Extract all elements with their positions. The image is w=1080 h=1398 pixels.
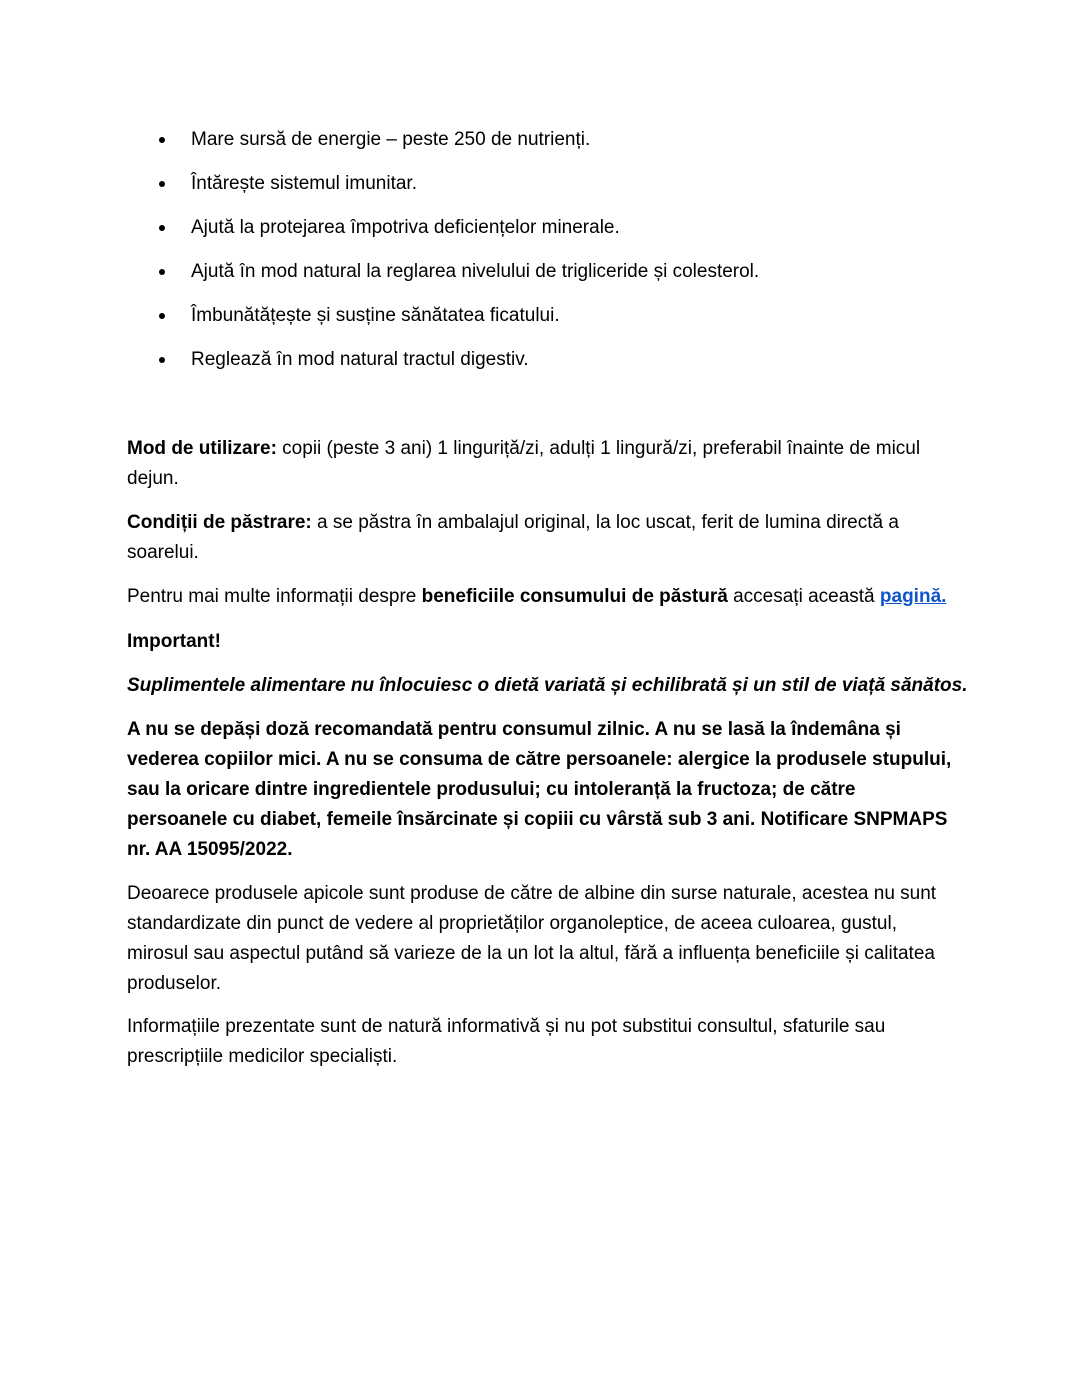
list-item-text: Mare sursă de energie – peste 250 de nutrienți. bbox=[191, 129, 591, 150]
list-item-text: Ajută la protejarea împotriva deficiențelor minerale. bbox=[191, 217, 620, 238]
usage-text: copii (peste 3 ani) 1 linguriță/zi, adulți 1 lingură/zi, preferabil înainte de micul dejun. bbox=[127, 438, 921, 489]
storage-label: Condiții de păstrare: bbox=[127, 512, 312, 533]
warning-paragraph: A nu se depăși doză recomandată pentru consumul zilnic. A nu se lasă la îndemâna și vederea copiilor mici. A nu se consuma de către persoanele: alergice la produsele stupului, sau la oricare dintre ingredientele produsului; cu intoleranță la fructoza; de către persoanele cu diabet, femeile însărcinate și copiii cu vârstă sub 3 ani. Notificare SNPMAPS nr. AA 15095/2022. bbox=[127, 719, 952, 860]
list-item bbox=[0, 124, 1080, 168]
disclaimer-paragraph: Informațiile prezentate sunt de natură informativă și nu pot substitui consultul, sfaturile sau prescripțiile medicilor specialiști. bbox=[127, 1016, 886, 1067]
usage-paragraph bbox=[127, 434, 957, 494]
list-item-text: Îmbunătățește și susține sănătatea ficatului. bbox=[191, 305, 560, 326]
list-item-text: Ajută în mod natural la reglarea nivelului de trigliceride și colesterol. bbox=[191, 261, 760, 282]
bullet-icon bbox=[159, 313, 165, 319]
important-heading: Important! bbox=[127, 631, 221, 652]
bullet-icon bbox=[159, 137, 165, 143]
list-item bbox=[0, 168, 1080, 212]
more-info-prefix: Pentru mai multe informații despre bbox=[127, 586, 422, 607]
bullet-icon bbox=[159, 225, 165, 231]
bullet-icon bbox=[159, 357, 165, 363]
more-info-middle: accesați această bbox=[727, 586, 880, 607]
page-link[interactable]: pagină. bbox=[879, 586, 947, 607]
more-info-bold: beneficiile consumului de păstură bbox=[421, 586, 728, 607]
usage-label: Mod de utilizare: bbox=[127, 438, 277, 459]
more-info-paragraph bbox=[127, 582, 957, 612]
list-item-text: Reglează în mod natural tractul digestiv. bbox=[191, 349, 529, 370]
supplement-note: Suplimentele alimentare nu înlocuiesc o dietă variată și echilibrată și un stil de viață sănătos. bbox=[127, 675, 968, 696]
list-item bbox=[0, 212, 1080, 256]
benefits-list bbox=[0, 124, 1080, 388]
storage-text: a se păstra în ambalajul original, la loc uscat, ferit de lumina directă a soarelui. bbox=[127, 512, 899, 563]
bullet-icon bbox=[159, 181, 165, 187]
list-item bbox=[0, 300, 1080, 344]
apicole-paragraph: Deoarece produsele apicole sunt produse de către de albine din surse naturale, acestea nu sunt standardizate din punct de vedere al proprietăților organoleptice, de aceea culoarea, gustul, mirosul sau aspectul putând să varieze de la un lot la altul, fără a influența beneficiile și calitatea produselor. bbox=[127, 883, 937, 994]
list-item bbox=[0, 344, 1080, 388]
list-item bbox=[0, 256, 1080, 300]
bullet-icon bbox=[159, 269, 165, 275]
storage-paragraph bbox=[127, 508, 957, 568]
list-item-text: Întărește sistemul imunitar. bbox=[191, 173, 417, 194]
